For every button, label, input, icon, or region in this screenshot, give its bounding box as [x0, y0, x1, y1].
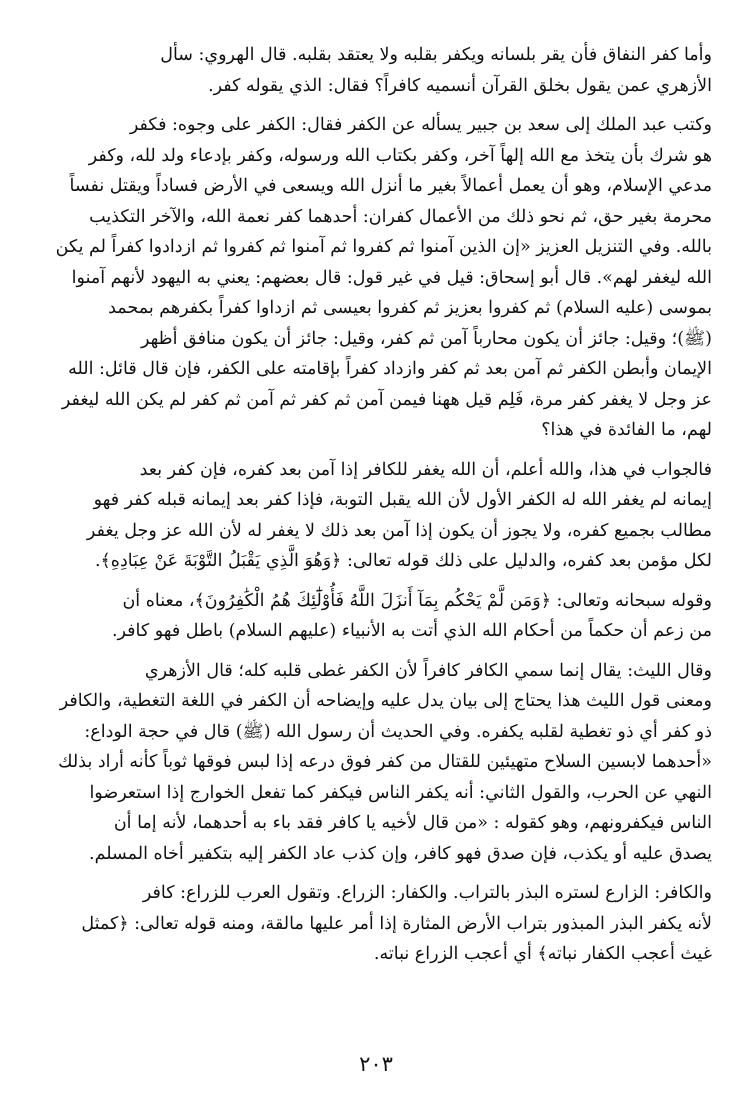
text-line: بالله. وفي التنزيل العزيز «إن الذين آمنوا ثم كفروا ثم آمنوا ثم كفروا ثم ازدادوا كفراً لم يكن — [55, 237, 712, 257]
text-line: وكتب عبد الملك إلى سعد بن جبير يسأله عن الكفر فقال: الكفر على وجوه: فكفر — [129, 115, 712, 135]
text-line: لأنه يكفر البذر المبذور بتراب الأرض المثارة إذا أمر عليها مالقة، ومنه قوله تعالى: ﴿كمثل — [81, 913, 712, 934]
text-line: الناس فيكفرونهم، وهو كقوله : «من قال لأخيه يا كافر فقد باء به أحدهما، لأنه إما أن — [113, 813, 712, 833]
text-line: يصدق عليه أو يكذب، فإن صدق فهو كافر، وإن كذب عاد الكفر إليه بتكفير أخاه المسلم. — [89, 843, 712, 864]
text-line: ذو كفر أي ذو تغطية لقلبه يكفره. وفي الحديث أن رسول الله (ﷺ) قال في حجة الوداع: — [84, 721, 712, 742]
text-line: الإيمان وأبطن الكفر ثم آمن بعد ثم كفر وازداد كفراً بإقامته على الكفر، فإن قال قائل: الله — [68, 359, 712, 379]
paragraph-4 — [40, 586, 712, 647]
text-line: الأزهري عمن يقول بخلق القرآن أنسميه كافراً؟ فقال: الذي يقوله كفر. — [208, 75, 712, 96]
text-line: بموسى (عليه السلام) ثم كفروا بعزيز ثم كفروا بعيسى ثم ازداوا كفراً بكفرهم بمحمد — [108, 298, 712, 318]
text-line: (ﷺ)؛ وقيل: جائز أن يكون محارباً آمن ثم كفر، وقيل: جائز أن يكون منافق أظهر — [140, 328, 712, 349]
text-line: مدعي الإسلام، وهو أن يعمل أعمالاً بغير ما أنزل الله ويسعى في الأرض فساداً ويقتل نفساً — [69, 176, 712, 196]
text-line: والكافر: الزارع لستره البذر بالتراب. والكفار: الزراع. وتقول العرب للزراع: كافر — [142, 883, 712, 903]
text-line: لهم، ما الفائدة في هذا؟ — [541, 420, 712, 440]
text-line: فالجواب في هذا، والله أعلم، أن الله يغفر للكافر إذا آمن بعد كفره، فإن كفر بعد — [139, 459, 712, 480]
text-line: ومعنى قول الليث هذا يحتاج إلى بيان يدل عليه وإيضاحه أن الكفر في اللغة التغطية، والكافر — [59, 691, 712, 711]
text-line: من زعم أن حكماً من أحكام الله الذي أتت به الأنبياء (عليهم السلام) باطل فهو كافر. — [111, 621, 712, 641]
text-line: إيمانه لم يغفر الله له الكفر الأول لأن الله يقبل التوبة، فإذا كفر بعد إيمانه قبله كفر فهو — [93, 490, 712, 510]
text-line: الله ليغفر لهم». قال أبو إسحاق: قيل في غير قول: قال بعضهم: يعني به اليهود لأنهم آمنوا — [71, 267, 712, 288]
text-line: مطالب بجميع كفره، ولا يجوز أن يكون إذا آمن بعد ذلك لا يغفر له لأن الله عز وجل يغفر — [86, 520, 712, 541]
paragraph-3 — [40, 455, 712, 577]
text-line: وقال الليث: يقال إنما سمي الكافر كافراً لأن الكفر غطى قلبه كله؛ قال الأزهري — [144, 660, 712, 681]
page-number: ٢٠٣ — [359, 1052, 393, 1076]
text-line: «أحدهما لابسين السلاح متهيئين للقتال من كفر فوق درعه إذا لبس فوقها ثوباً كأنه أراد بذلك — [58, 752, 712, 772]
text-line: غيث أعجب الكفار نباته﴾ أي أعجب الزراع نباته. — [373, 944, 712, 964]
page-body — [40, 40, 712, 979]
paragraph-5 — [40, 656, 712, 870]
text-line: لكل مؤمن بعد كفره، والدليل على ذلك قوله تعالى: ﴿وَهُوَ الَّذِي يَقْبَلُ التَّوْبَةَ عَنْ عِبَادِهِ﴾. — [94, 551, 712, 571]
paragraph-6 — [40, 878, 712, 970]
paragraph-2 — [40, 110, 712, 446]
text-line: وقوله سبحانه وتعالى: ﴿وَمَن لَّمْ يَحْكُم بِمَآ أَنزَلَ اللَّهُ فَأُوْلَٰٓئِكَ هُمُ الْكَٰفِرُونَ﴾، معناه أن — [122, 590, 712, 611]
text-line: النهي عن الحرب، والقول الثاني: أنه يكفر الناس فيكفر كما تفعل الخوارج إذا استعرضوا — [89, 782, 712, 803]
text-line: محرمة بغير حق، ثم نحو ذلك من الأعمال كفران: أحدهما كفر نعمة الله، والآخر التكذيب — [89, 206, 712, 227]
text-line: عز وجل لا يغفر كفر مرة، فَلِم قيل ههنا فيمن آمن ثم كفر ثم آمن ثم كفر لم يكن الله ليغفر — [61, 389, 712, 410]
text-line: وأما كفر النفاق فأن يقر بلسانه ويكفر بقلبه ولا يعتقد بقلبه. قال الهروي: سأل — [160, 45, 712, 65]
paragraph-1 — [40, 40, 712, 101]
text-line: هو شرك بأن يتخذ مع الله إلهاً آخر، وكفر بكتاب الله ورسوله، وكفر بإدعاء ولد لله، وكفر — [88, 145, 712, 166]
